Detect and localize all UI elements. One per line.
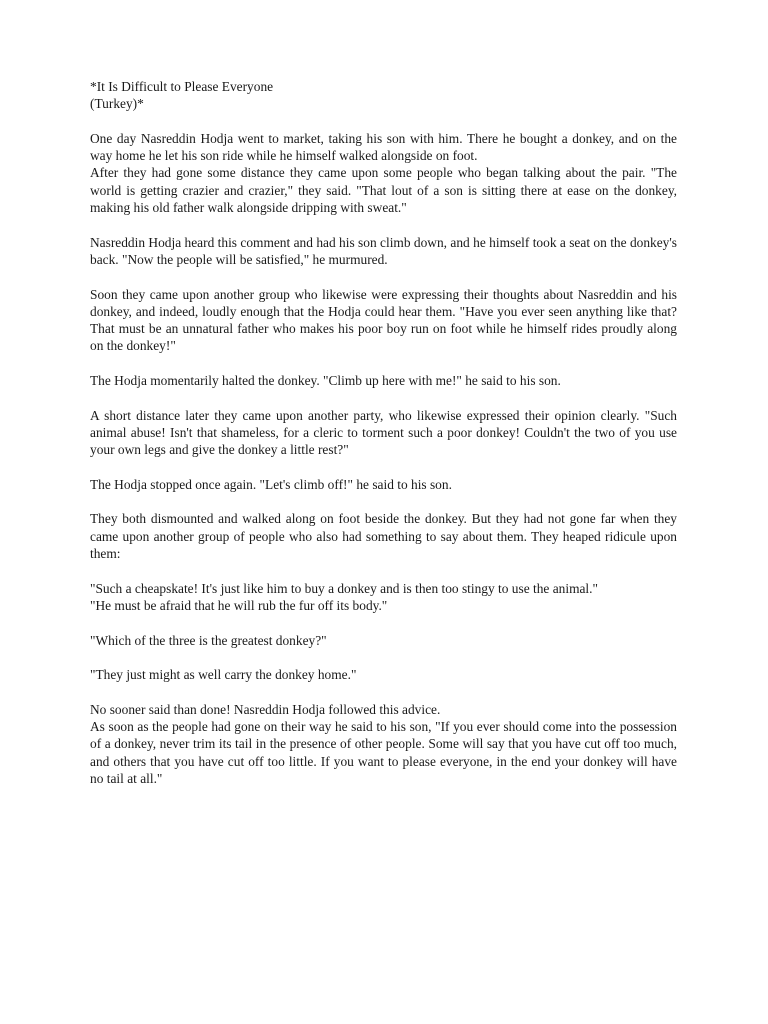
paragraph: [90, 130, 677, 216]
paragraph-text: No sooner said than done! Nasreddin Hodja followed this advice.: [90, 701, 441, 717]
paragraph-text: "Which of the three is the greatest donkey?": [90, 632, 327, 648]
paragraph: [90, 510, 677, 562]
paragraph: [90, 580, 677, 615]
paragraph-text: After they had gone some distance they came upon some people who began talking about the pair. "The world is getting crazier and crazier," they said. "That lout of a son is sitting there at ease on the donkey, making his old father walk alongside dripping with sweat.": [90, 165, 677, 216]
paragraph-text: One day Nasreddin Hodja went to market, taking his son with him. There he bought a donkey, and on the way home he let his son ride while he himself walked alongside on foot.: [90, 130, 677, 164]
paragraph: [90, 234, 677, 269]
paragraph: [90, 701, 677, 787]
paragraph-text: "They just might as well carry the donkey home.": [90, 667, 357, 683]
paragraph: [90, 372, 677, 389]
paragraph-text: They both dismounted and walked along on foot beside the donkey. But they had not gone far when they came upon another group of people who also had something to say about them. They heaped ridicule upon them:: [90, 511, 677, 562]
paragraph-text: The Hodja stopped once again. "Let's climb off!" he said to his son.: [90, 476, 452, 492]
paragraph-text: The Hodja momentarily halted the donkey. "Climb up here with me!" he said to his son.: [90, 373, 561, 389]
title-subline: (Turkey)*: [90, 96, 144, 112]
paragraph: [90, 666, 677, 683]
paragraph-text: "Such a cheapskate! It's just like him to buy a donkey and is then too stingy to use the animal.": [90, 580, 598, 596]
paragraph-text: Nasreddin Hodja heard this comment and had his son climb down, and he himself took a seat on the donkey's back. "Now the people will be satisfied," he murmured.: [90, 234, 677, 267]
document-title: [90, 78, 677, 113]
paragraph-text: As soon as the people had gone on their way he said to his son, "If you ever should come into the possession of a donkey, never trim its tail in the presence of other people. Some will say that you have cut off too much, and others that you have cut off too little. If you want to please everyone, in the end your donkey will have no tail at all.": [90, 718, 677, 786]
paragraph: [90, 286, 677, 355]
document-page: [90, 78, 677, 787]
paragraph-text: "He must be afraid that he will rub the fur off its body.": [90, 597, 388, 613]
paragraph: [90, 407, 677, 459]
paragraph: [90, 632, 677, 649]
paragraph-text: Soon they came upon another group who likewise were expressing their thoughts about Nasreddin and his donkey, and indeed, loudly enough that the Hodja could hear them. "Have you ever seen anything like that? That must be an unnatural father who makes his poor boy run on foot while he himself rides proudly along on the donkey!": [90, 286, 677, 354]
title-line: *It Is Difficult to Please Everyone: [90, 79, 274, 94]
paragraph: [90, 476, 677, 493]
paragraph-text: A short distance later they came upon another party, who likewise expressed their opinion clearly. "Such animal abuse! Isn't that shameless, for a cleric to torment such a poor donkey! Couldn't the two of you use your own legs and give the donkey a little rest?": [90, 407, 677, 458]
